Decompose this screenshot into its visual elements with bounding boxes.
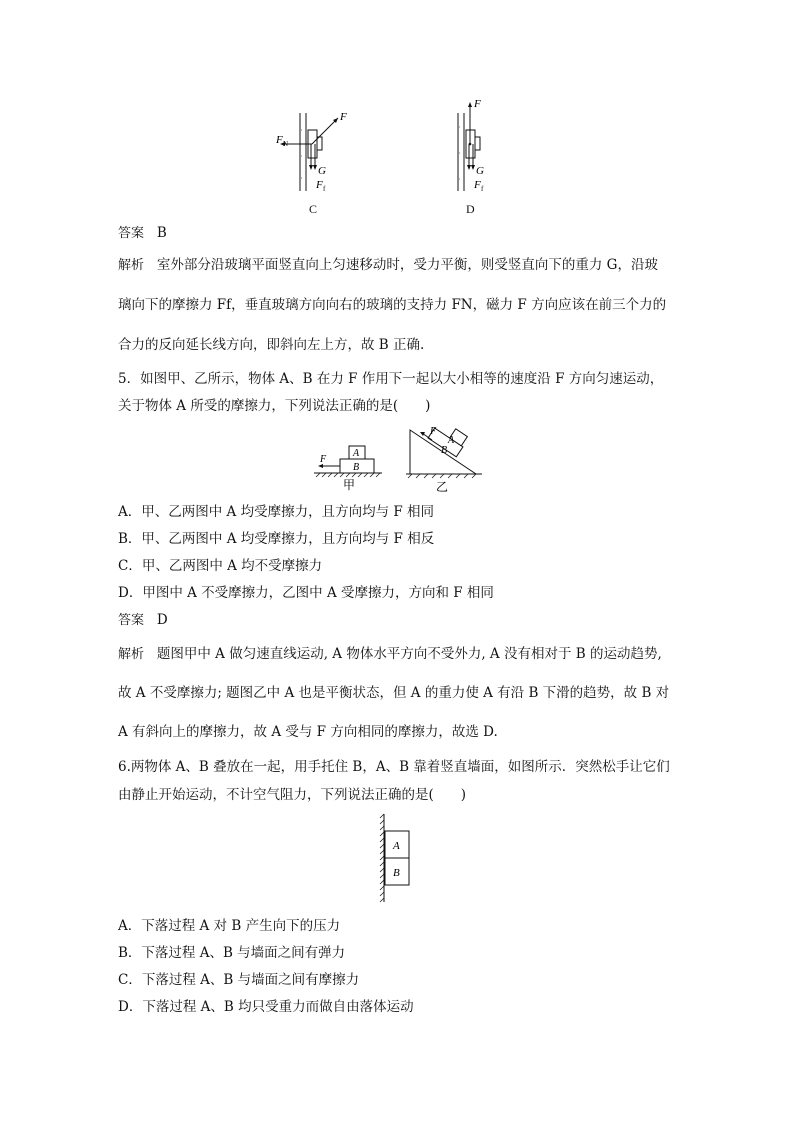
q6-option-a: A．下落过程 A 对 B 产生向下的压力 bbox=[118, 918, 341, 934]
answer-value: B bbox=[156, 225, 167, 241]
figure-c-fn-subscript: N bbox=[283, 140, 289, 148]
q6-block-b-label: B bbox=[393, 867, 400, 879]
q6-option-c: C．下落过程 A、B 与墙面之间有摩擦力 bbox=[118, 972, 360, 988]
figure-c bbox=[270, 108, 370, 196]
yi-a-label: A bbox=[448, 435, 455, 446]
jia-a-label: A bbox=[353, 448, 360, 459]
figure-d bbox=[440, 95, 520, 197]
q5-stem-line-2: 关于物体 A 所受的摩擦力，下列说法正确的是( ) bbox=[118, 398, 431, 414]
analysis-label: 解析 bbox=[118, 258, 145, 273]
q5-analysis-line-2: 故 A 不受摩擦力; 题图乙中 A 也是平衡状态，但 A 的重力使 A 有沿 B 下滑的趋势，故 B 对 bbox=[118, 685, 670, 701]
q5-option-d: D．甲图中 A 不受摩擦力，乙图中 A 受摩擦力，方向和 F 相同 bbox=[118, 585, 494, 601]
q5-analysis-line-3: A 有斜向上的摩擦力，故 A 受与 F 方向相同的摩擦力，故选 D. bbox=[118, 724, 498, 740]
svg-text:,: , bbox=[459, 124, 461, 129]
analysis-label: 解析 bbox=[118, 647, 145, 662]
yi-b-label: B bbox=[441, 445, 448, 456]
q5-option-c: C．甲、乙两图中 A 均不受摩擦力 bbox=[118, 558, 323, 574]
q5-option-a: A．甲、乙两图中 A 均受摩擦力，且方向均与 F 相同 bbox=[118, 504, 435, 520]
figure-d-caption: D bbox=[466, 202, 475, 216]
q5-analysis-line-1: 解析 题图甲中 A 做匀速直线运动, A 物体水平方向不受外力, A 没有相对于 B 的运动趋势, bbox=[118, 646, 662, 662]
figure-d-g-label: G bbox=[476, 165, 484, 177]
q5-stem-line-1: 5．如图甲、乙所示，物体 A、B 在力 F 作用下一起以大小相等的速度沿 F 方向匀速运动， bbox=[118, 371, 664, 387]
figure-c-fn-label: F bbox=[276, 134, 283, 146]
q6-stem-line-2: 由静止开始运动，不计空气阻力，下列说法正确的是( ) bbox=[118, 787, 467, 803]
q5-answer bbox=[118, 611, 168, 630]
q5-figure-yi bbox=[404, 422, 490, 494]
q6-option-b: B．下落过程 A、B 与墙面之间有弹力 bbox=[118, 945, 346, 961]
q6-stem-line-1: 6.两物体 A、B 叠放在一起，用手托住 B，A、B 靠着竖直墙面，如图所示．突然松手让它们 bbox=[118, 759, 670, 775]
q4-analysis-line-1: 解析 室外部分沿玻璃平面竖直向上匀速移动时，受力平衡，则受竖直向下的重力 G，沿玻 bbox=[118, 257, 658, 273]
q6-option-d: D．下落过程 A、B 均只受重力而做自由落体运动 bbox=[118, 999, 414, 1015]
answer-label: 答案 bbox=[118, 226, 145, 241]
figure-d-ff-subscript: f bbox=[481, 185, 484, 193]
q4-answer bbox=[118, 224, 167, 243]
jia-caption: 甲 bbox=[343, 478, 356, 491]
jia-f-label: F bbox=[320, 454, 327, 465]
jia-b-label: B bbox=[353, 462, 360, 473]
svg-text:,: , bbox=[459, 176, 461, 181]
q5-option-b: B．甲、乙两图中 A 均受摩擦力，且方向均与 F 相反 bbox=[118, 531, 435, 547]
yi-f-label: F bbox=[430, 426, 437, 437]
svg-text:,: , bbox=[459, 150, 461, 155]
answer-label: 答案 bbox=[118, 613, 145, 628]
q6-block-a-label: A bbox=[393, 840, 400, 852]
svg-text:,: , bbox=[301, 175, 303, 180]
figure-c-g-label: G bbox=[318, 165, 326, 177]
figure-c-ff-subscript: f bbox=[323, 185, 326, 193]
q4-analysis-line-3: 合力的反向延长线方向，即斜向左上方，故 B 正确. bbox=[118, 337, 425, 353]
svg-text:,: , bbox=[301, 153, 303, 158]
q6-figure bbox=[374, 812, 418, 904]
figure-d-ff-label: F bbox=[474, 179, 481, 191]
q5-figure-jia bbox=[312, 441, 384, 491]
svg-text:,: , bbox=[301, 127, 303, 132]
q4-analysis-line-2: 璃向下的摩擦力 Ff，垂直玻璃方向向右的玻璃的支持力 FN，磁力 F 方向应该在前三个力的 bbox=[118, 297, 667, 313]
figure-c-ff-label: F bbox=[316, 179, 323, 191]
answer-value: D bbox=[156, 612, 168, 628]
figure-d-f-label: F bbox=[474, 98, 481, 110]
yi-caption: 乙 bbox=[436, 480, 449, 494]
figure-c-f-label: F bbox=[340, 111, 347, 123]
figure-c-caption: C bbox=[309, 202, 318, 216]
